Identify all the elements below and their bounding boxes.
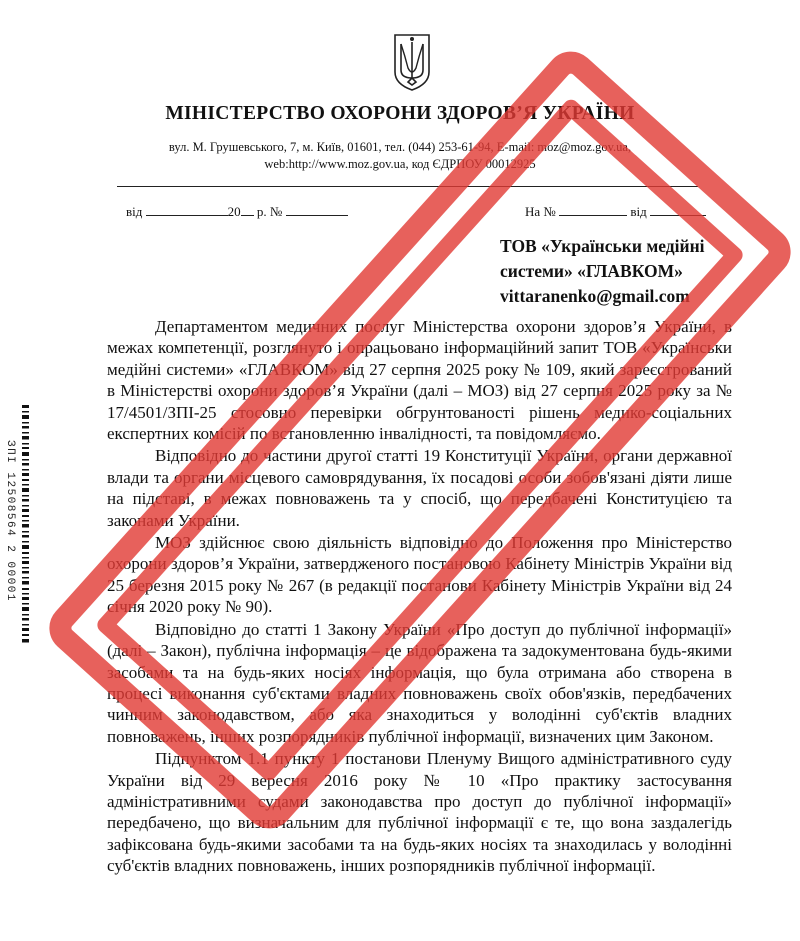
from-label: від bbox=[126, 204, 143, 219]
year-blank bbox=[241, 203, 254, 216]
incoming-number-blank bbox=[559, 203, 627, 216]
letter-body bbox=[107, 316, 732, 878]
paragraph: Департаментом медичних послуг Міністерства охорони здоров’я України, в межах компетенції, розглянуто і опрацьовано інформаційний запит ТОВ «Українськи медійні системи» «ГЛАВКОМ» від 27 серпня 2025 року № 109, який зареєстрований в Міністерстві охорони здоров’я України (далі – МОЗ) від 27 серпня 2025 року за № 17/4501/ЗПІ-25 стосовно перевірки обгрунтованості рішень медико-соціальних експертних комісій по встановленню інвалідності, та повідомляємо. bbox=[107, 317, 732, 444]
ministry-title: МІНІСТЕРСТВО ОХОРОНИ ЗДОРОВ’Я УКРАЇНИ bbox=[165, 103, 635, 124]
paragraph: Відповідно до частини другої статті 19 Конституції України, органи державної влади та органи місцевого самоврядування, їх посадові особи зобов'язані діяти лише на підставі, в межах повноважень та у спосіб, що передбачені Конституцією та законами України. bbox=[107, 446, 732, 530]
barcode-number: ЗПІ 12508564 2 00001 bbox=[4, 439, 16, 603]
addressee-line: ТОВ «Українськи медійні bbox=[500, 236, 705, 256]
addressee-block bbox=[500, 234, 740, 309]
incoming-from-label: від bbox=[630, 204, 647, 219]
year-label: 20 bbox=[227, 204, 241, 219]
trident-emblem-icon bbox=[392, 32, 432, 92]
paragraph: Відповідно до статті 1 Закону України «Про доступ до публічної інформації» (далі – Закон), публічна інформація – це відображена та задокументована будь-якими засобами та на будь-яких носіях інформація, що була отримана або створена в процесі виконання суб'єктами владних повноважень своїх обов'язків, передбачених чинним законодавством, або яка знаходиться у володінні суб'єктів владних повноважень, інших розпорядників публічної інформації, визначених цим Законом. bbox=[107, 619, 732, 746]
paragraph: МОЗ здійснює свою діяльність відповідно до Положення про Міністерство охорони здоров’я України, затвердженого постановою Кабінету Міністрів України від 25 березня 2015 року № 267 (в редакції постанови Кабінету Міністрів України від 24 січня 2020 року № 90). bbox=[107, 533, 732, 617]
addressee-email: vittaranenko@gmail.com bbox=[500, 286, 690, 306]
incoming-registration bbox=[525, 203, 706, 220]
date-blank bbox=[146, 203, 228, 216]
header-divider bbox=[117, 186, 698, 187]
ministry-address: вул. М. Грушевського, 7, м. Київ, 01601, тел. (044) 253-61-94, E-mail: moz@moz.gov.ua, bbox=[168, 140, 632, 154]
number-label: р. № bbox=[256, 204, 283, 219]
addressee-line: системи» «ГЛАВКОМ» bbox=[500, 261, 683, 281]
incoming-date-blank bbox=[650, 203, 706, 216]
incoming-number-label: На № bbox=[525, 204, 556, 219]
ministry-web: web:http://www.moz.gov.ua, код ЄДРПОУ 00012925 bbox=[264, 157, 536, 171]
paragraph: Підпунктом 1.1 пункту 1 постанови Пленуму Вищого адміністративного суду України від 29 вересня 2016 року № 10 «Про практику застосування адміністративними судами законодавства про доступ до публічної інформації» передбачено, що визначальним для публічної інформації є те, що вона заздалегідь зафіксована будь-якими засобами та на будь-яких носіях та знаходилась у володінні суб'єктів владних повноважень, інших розпорядників публічної інформації. bbox=[107, 749, 732, 876]
number-blank bbox=[286, 203, 348, 216]
outgoing-registration bbox=[126, 203, 348, 220]
